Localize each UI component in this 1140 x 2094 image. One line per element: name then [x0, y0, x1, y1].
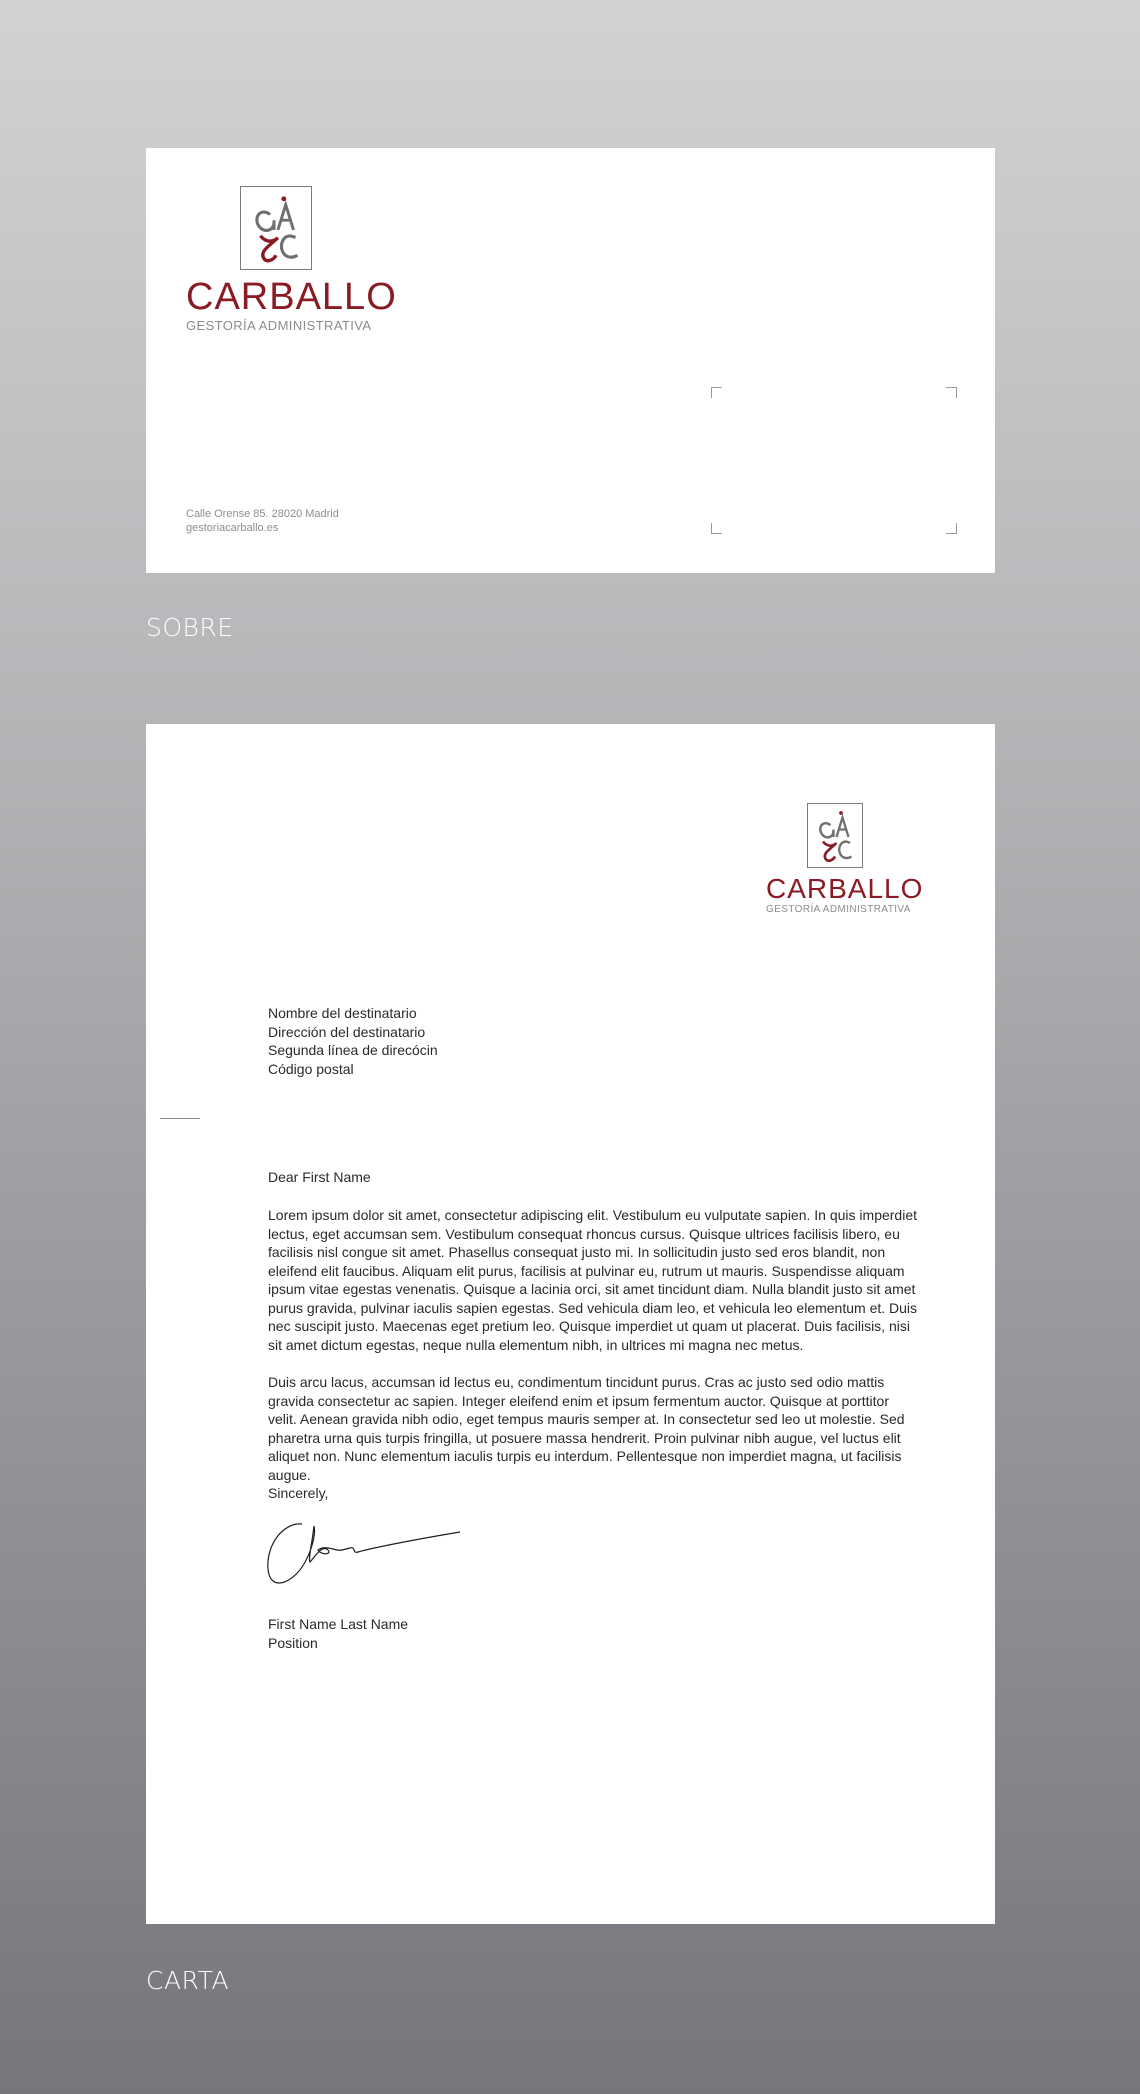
letter-mockup [146, 724, 995, 1924]
body-paragraph: Lorem ipsum dolor sit amet, consectetur adipiscing elit. Vestibulum eu vulputate sapien. In quis imperdiet lectus, eget accumsan sem. Vestibulum consequat rhoncus cursus. Quisque ultrices facilisis libero, eu facilisis nisl congue sit amet. Phasellus consequat justo mi. In sollicitudin justo sed eros blandit, non eleifend elit faucibus. Aliquam elit purus, facilisis at pulvinar eu, rutrum ut mauris. Suspendisse aliquam ipsum vitae egestas venenatis. Quisque a lacinia orci, sit amet tincidunt diam. Nulla blandit justo sit amet purus gravida, pulvinar iaculis sapien egestas. Sed vehicula diam leo, et vehicula leo elementum et. Duis nec suscipit justo. Maecenas eget pretium leo. Quisque imperdiet ut quam ut placerat. Duis facilisis, nisi sit amet dictum egestas, neque nulla elementum nibh, in ultrices mi magna nec metus. [268, 1207, 918, 1353]
address-window-corner [946, 523, 957, 534]
signer-position: Position [268, 1634, 318, 1651]
recipient-block [268, 1004, 438, 1078]
envelope-caption: SOBRE [146, 613, 234, 642]
letter-caption: CARTA [146, 1966, 230, 1995]
brand-subtitle: GESTORÍA ADMINISTRATIVA [186, 318, 372, 333]
recipient-line: Segunda línea de direcócin [268, 1042, 438, 1058]
website-line: gestoriacarballo.es [186, 522, 279, 534]
brand-name: CARBALLO [186, 276, 397, 318]
signature-image [262, 1514, 462, 1604]
envelope-mockup [146, 148, 995, 573]
body-paragraph: Duis arcu lacus, accumsan id lectus eu, condimentum tincidunt purus. Cras ac justo sed odio mattis gravida consectetur ac sapien. Integer eleifend enim et ipsum fermentum auctor. Quisque at porttitor velit. Aenean gravida nibh odio, eget tempus mauris semper at. In consectetur sed leo ut molestie. Sed pharetra urna quis turpis fringilla, ut posuere massa hendrerit. Proin pulvinar nibh augue, vel luctus elit aliquet non. Nunc elementum iaculis turpis eu interdum. Pellentesque non imperdiet magna, ut facilisis augue. [268, 1374, 905, 1483]
envelope-logo [186, 186, 397, 333]
letter-logo [766, 803, 924, 915]
monogram-logo-icon [240, 186, 312, 270]
brand-name: CARBALLO [766, 873, 924, 904]
recipient-line: Código postal [268, 1060, 354, 1077]
brand-subtitle: GESTORÍA ADMINISTRATIVA [766, 904, 911, 915]
address-window-corner [711, 523, 722, 534]
closing: Sincerely, [268, 1485, 329, 1501]
monogram-logo-icon [807, 803, 863, 868]
envelope-address [186, 507, 339, 535]
address-line: Calle Orense 85. 28020 Madrid [186, 508, 339, 520]
address-window-corner [946, 387, 957, 398]
address-window-corner [711, 387, 722, 398]
signer-block [268, 1615, 408, 1652]
recipient-line: Dirección del destinatario [268, 1023, 426, 1040]
signer-name: First Name Last Name [268, 1616, 409, 1632]
recipient-line: Nombre del destinatario [268, 1005, 417, 1021]
fold-mark [160, 1118, 200, 1119]
greeting: Dear First Name [268, 1169, 371, 1185]
